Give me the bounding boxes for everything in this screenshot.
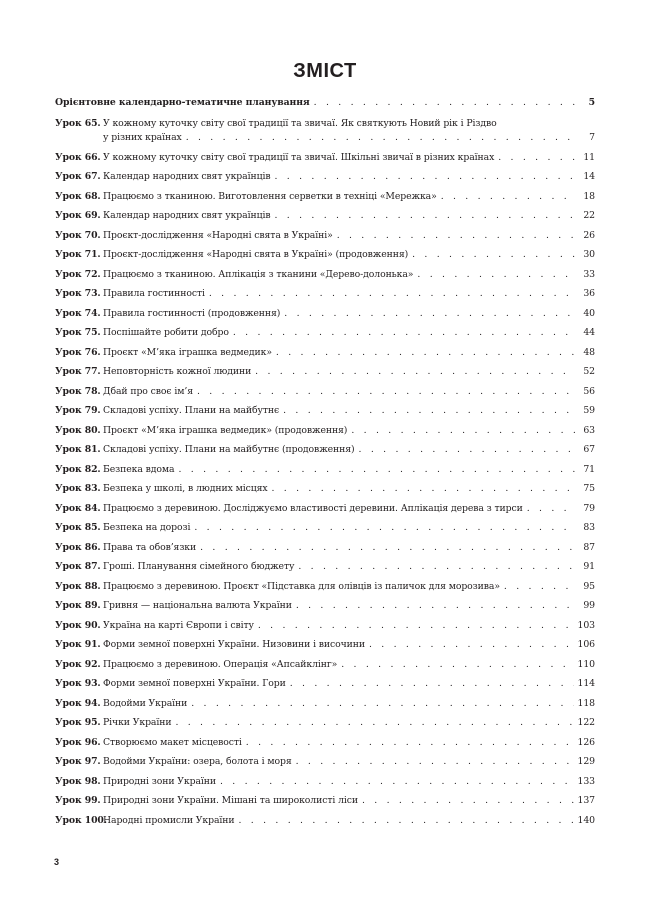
toc-page-number: 129: [577, 756, 595, 767]
toc-page-number: 87: [583, 541, 595, 553]
toc-entry[interactable]: [55, 677, 595, 691]
toc-entry[interactable]: [55, 658, 595, 672]
dot-leader: [283, 404, 575, 418]
dot-leader: [197, 385, 575, 399]
toc-page-number: 40: [583, 307, 595, 319]
lesson-title: Безпека у школі, в людних місцях: [103, 483, 268, 494]
lesson-title: Україна на карті Європи і світу: [103, 619, 254, 631]
toc-page-number: 122: [577, 717, 595, 728]
lesson-title: Працюємо з тканиною. Виготовлення серветки в техніці «Мережка»: [103, 190, 437, 202]
lesson-title: Проєкт-дослідження «Народні свята в Україні» (продовження): [103, 249, 409, 260]
toc-page-number: 11: [583, 151, 595, 163]
toc-entry[interactable]: [55, 541, 595, 555]
lesson-number: Урок 93.: [55, 678, 101, 689]
lesson-title: Річки України: [103, 717, 172, 728]
dot-leader: [498, 151, 575, 165]
dot-leader: [504, 580, 575, 594]
lesson-title: Складові успіху. Плани на майбутнє (продовження): [103, 444, 355, 455]
lesson-number: Урок 73.: [55, 288, 101, 299]
toc-entry[interactable]: [55, 755, 595, 769]
dot-leader: [276, 346, 575, 360]
lesson-title: Народні промисли України: [103, 814, 235, 826]
lesson-number: Урок 100.: [55, 814, 107, 826]
dot-leader: [233, 326, 575, 340]
toc-entry[interactable]: [55, 170, 595, 184]
dot-leader: [412, 248, 575, 262]
lesson-title: Складові успіху. Плани на майбутнє: [103, 405, 280, 416]
lesson-number: Урок 86.: [55, 541, 101, 553]
toc-entry[interactable]: [55, 775, 595, 789]
lesson-title: Безпека вдома: [103, 463, 175, 475]
dot-leader: [238, 814, 573, 828]
toc-entry[interactable]: [55, 346, 595, 360]
toc-page-number: 99: [583, 600, 595, 611]
lesson-title: Гроші. Планування сімейного бюджету: [103, 561, 295, 572]
lesson-number: Урок 97.: [55, 756, 101, 767]
dot-leader: [220, 775, 574, 789]
lesson-title: Неповторність кожної людини: [103, 366, 252, 377]
lesson-title: Проєкт-дослідження «Народні свята в Україні»: [103, 229, 333, 241]
dot-leader: [186, 131, 575, 145]
toc-entry[interactable]: [55, 814, 595, 828]
lesson-title: Проєкт «М’яка іграшка ведмедик» (продовження): [103, 424, 348, 436]
page-title: ЗМІСТ: [293, 60, 357, 82]
lesson-title: Правила гостинності (продовження): [103, 307, 281, 319]
lesson-number: Урок 82.: [55, 463, 101, 475]
lesson-number: Урок 88.: [55, 580, 101, 592]
toc-entry[interactable]: [55, 794, 595, 808]
toc-intro-title: Орієнтовне календарно-тематичне планування: [55, 97, 310, 108]
lesson-number: Урок 77.: [55, 366, 101, 377]
dot-leader: [284, 307, 575, 321]
dot-leader: [417, 268, 575, 282]
toc-page-number: 106: [577, 639, 595, 650]
toc-page-number: 63: [583, 424, 595, 436]
lesson-title: Працюємо з деревиною. Операція «Апсайклінг»: [103, 658, 338, 670]
toc-page-number: 140: [577, 814, 595, 826]
dot-leader: [351, 424, 575, 438]
toc-entry[interactable]: [55, 404, 595, 418]
dot-leader: [178, 463, 575, 477]
toc-page-number: 59: [583, 405, 595, 416]
lesson-number: Урок 85.: [55, 522, 101, 533]
toc-entry[interactable]: [55, 443, 595, 457]
toc-entry[interactable]: [55, 209, 595, 223]
dot-leader: [290, 677, 574, 691]
toc-entry[interactable]: [55, 424, 595, 438]
lesson-title: Природні зони України: [103, 775, 216, 787]
lesson-title: Водойми України: озера, болота і моря: [103, 756, 292, 767]
lesson-title: Календар народних свят українців: [103, 171, 271, 182]
toc-page-number: 18: [583, 190, 595, 202]
lesson-number: Урок 96.: [55, 736, 101, 748]
lesson-title: Поспішайте робити добро: [103, 327, 229, 338]
toc-page-number: 110: [577, 658, 595, 670]
toc-page-number: 75: [583, 483, 595, 494]
lesson-title: Природні зони України. Мішані та широколисті ліси: [103, 795, 358, 806]
lesson-number: Урок 91.: [55, 639, 101, 650]
toc-entry[interactable]: [55, 151, 595, 165]
dot-leader: [200, 541, 575, 555]
toc-page-number: 79: [583, 502, 595, 514]
lesson-number: Урок 99.: [55, 795, 101, 806]
lesson-title: Працюємо з тканиною. Аплікація з тканини «Дерево-долонька»: [103, 268, 414, 280]
toc-page-number: 133: [577, 775, 595, 787]
toc-entry[interactable]: [55, 560, 595, 574]
lesson-number: Урок 74.: [55, 307, 101, 319]
lesson-number: Урок 95.: [55, 717, 101, 728]
lesson-title: Проєкт «М’яка іграшка ведмедик»: [103, 346, 272, 358]
lesson-number: Урок 69.: [55, 210, 101, 221]
toc-entry[interactable]: [55, 229, 595, 243]
toc-entry[interactable]: [55, 580, 595, 594]
lesson-title: Працюємо з деревиною. Проєкт «Підставка для олівців із паличок для морозива»: [103, 580, 500, 592]
toc-page-number: 48: [583, 346, 595, 358]
toc-entry[interactable]: [55, 716, 595, 730]
toc-page-number: 22: [583, 210, 595, 221]
toc-entry[interactable]: [55, 619, 595, 633]
toc-page-number: 118: [577, 697, 595, 709]
dot-leader: [255, 365, 575, 379]
lesson-title: Безпека на дорозі: [103, 522, 191, 533]
dot-leader: [258, 619, 574, 633]
dot-leader: [175, 716, 573, 730]
toc-page-number: 137: [577, 795, 595, 806]
toc-entry[interactable]: [55, 307, 595, 321]
lesson-title: Гривня — національна валюта України: [103, 600, 292, 611]
toc-entry[interactable]: [55, 599, 595, 613]
toc-page-number: 7: [589, 132, 595, 143]
toc-entry[interactable]: [55, 117, 595, 145]
toc-entry[interactable]: [55, 502, 595, 516]
toc-entry[interactable]: [55, 365, 595, 379]
lesson-title: Правила гостинності: [103, 288, 205, 299]
toc-entry[interactable]: [55, 736, 595, 750]
lesson-number: Урок 94.: [55, 697, 101, 709]
toc-entry[interactable]: [55, 697, 595, 711]
dot-leader: [274, 209, 575, 223]
lesson-number: Урок 72.: [55, 268, 101, 280]
dot-leader: [298, 560, 575, 574]
lesson-title: Дбай про своє ім’я: [103, 385, 193, 397]
toc-page-number: 114: [577, 678, 595, 689]
dot-leader: [271, 482, 575, 496]
lesson-number: Урок 70.: [55, 229, 101, 241]
lesson-title: У кожному куточку світу свої традиції та звичаї. Шкільні звичаї в різних країнах: [103, 151, 495, 163]
dot-leader: [191, 697, 573, 711]
lesson-number: Урок 84.: [55, 502, 101, 514]
toc-page-number: 103: [577, 619, 595, 631]
lesson-title: Права та обов’язки: [103, 541, 197, 553]
dot-leader: [194, 521, 575, 535]
toc-page-number: 95: [583, 580, 595, 592]
toc-page-number: 126: [577, 736, 595, 748]
dot-leader: [296, 755, 574, 769]
footer-page-number: 3: [54, 857, 60, 867]
lesson-number: Урок 67.: [55, 171, 101, 182]
lesson-number: Урок 79.: [55, 405, 101, 416]
dot-leader: [441, 190, 575, 204]
toc-page-number: 5: [588, 97, 595, 108]
toc-entry[interactable]: [55, 482, 595, 496]
toc-entry[interactable]: [55, 268, 595, 282]
dot-leader: [362, 794, 574, 808]
toc-entry[interactable]: [55, 521, 595, 535]
lesson-number: Урок 81.: [55, 444, 101, 455]
dot-leader: [314, 96, 575, 110]
lesson-title: Форми земної поверхні України. Гори: [103, 678, 286, 689]
dot-leader: [296, 599, 575, 613]
lesson-number: Урок 66.: [55, 151, 101, 163]
lesson-title: у різних країнах: [103, 132, 182, 143]
toc-entry[interactable]: [55, 287, 595, 301]
lesson-number: Урок 80.: [55, 424, 101, 436]
toc-page-number: 67: [583, 444, 595, 455]
toc-entry[interactable]: [55, 385, 595, 399]
toc-page-number: 56: [583, 385, 595, 397]
toc-entry[interactable]: [55, 190, 595, 204]
lesson-number: Урок 65.: [55, 118, 101, 129]
lesson-title: Працюємо з деревиною. Досліджуємо властивості деревини. Аплікація дерева з тирси: [103, 502, 523, 514]
lesson-number: Урок 68.: [55, 190, 101, 202]
toc-page-number: 36: [583, 288, 595, 299]
dot-leader: [337, 229, 575, 243]
dot-leader: [274, 170, 575, 184]
toc-page-number: 30: [583, 249, 595, 260]
lesson-number: Урок 75.: [55, 327, 101, 338]
lesson-number: Урок 78.: [55, 385, 101, 397]
lesson-title-line1: У кожному куточку світу свої традиції та звичаї. Як святкують Новий рік і Різдво: [103, 118, 497, 129]
dot-leader: [341, 658, 573, 672]
lesson-number: Урок 87.: [55, 561, 101, 572]
lesson-number: Урок 83.: [55, 483, 101, 494]
lesson-number: Урок 92.: [55, 658, 101, 670]
lesson-title: Форми земної поверхні України. Низовини і височини: [103, 639, 365, 650]
toc-entry[interactable]: [55, 326, 595, 340]
dot-leader: [209, 287, 575, 301]
toc-page-number: 33: [583, 268, 595, 280]
lesson-number: Урок 76.: [55, 346, 101, 358]
table-of-contents: [55, 96, 595, 833]
toc-page-number: 26: [583, 229, 595, 241]
lesson-number: Урок 90.: [55, 619, 101, 631]
toc-page-number: 91: [583, 561, 595, 572]
lesson-number: Урок 71.: [55, 249, 101, 260]
toc-page-number: 83: [583, 522, 595, 533]
dot-leader: [359, 443, 575, 457]
lesson-number: Урок 89.: [55, 600, 101, 611]
dot-leader: [369, 638, 574, 652]
toc-entry[interactable]: [55, 638, 595, 652]
dot-leader: [527, 502, 575, 516]
toc-intro-entry[interactable]: [55, 96, 595, 110]
toc-page-number: 14: [583, 171, 595, 182]
lesson-title: Водойми України: [103, 697, 188, 709]
toc-entry[interactable]: [55, 463, 595, 477]
lesson-title: Створюємо макет місцевості: [103, 736, 242, 748]
toc-entry[interactable]: [55, 248, 595, 262]
lesson-number: Урок 98.: [55, 775, 101, 787]
dot-leader: [246, 736, 574, 750]
toc-page-number: 44: [583, 327, 595, 338]
toc-page-number: 52: [583, 366, 595, 377]
lesson-title: Календар народних свят українців: [103, 210, 271, 221]
toc-page-number: 71: [583, 463, 595, 475]
